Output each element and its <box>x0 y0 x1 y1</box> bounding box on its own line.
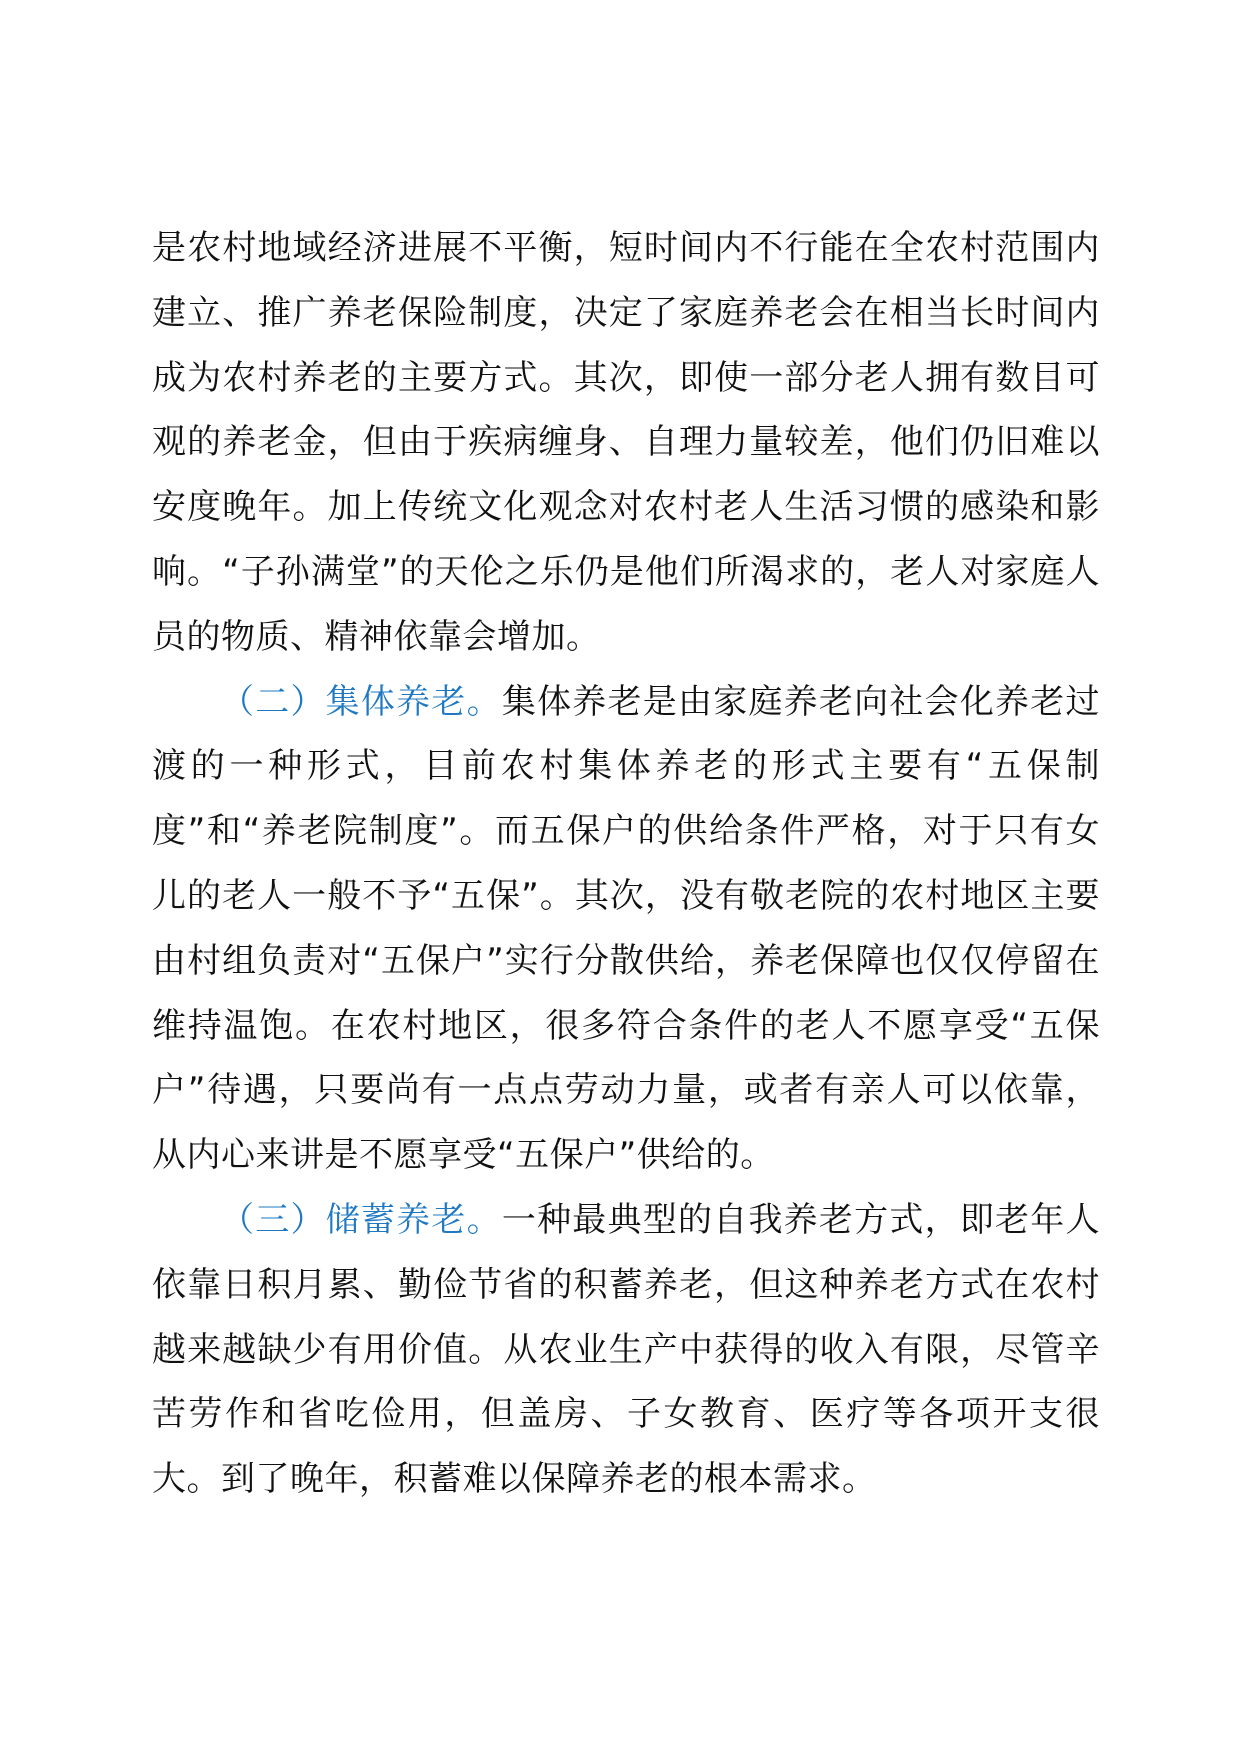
paragraph-collective-care <box>152 670 1100 1188</box>
document-body <box>152 216 1100 1512</box>
section-heading-collective-care: （二）集体养老。 <box>220 681 502 722</box>
section-heading-savings-care: （三）储蓄养老。 <box>220 1199 502 1240</box>
paragraph-text: 一种最典型的自我养老方式，即老年人依靠日积月累、勤俭节省的积蓄养老，但这种养老方式在农村越来越缺少有用价值。从农业生产中获得的收入有限，尽管辛苦劳作和省吃俭用，但盖房、子女教育、医疗等各项开支很大。到了晚年，积蓄难以保障养老的根本需求。 <box>152 1199 1101 1500</box>
paragraph-text: 集体养老是由家庭养老向社会化养老过渡的一种形式，目前农村集体养老的形式主要有“五保制度”和“养老院制度”。而五保户的供给条件严格，对于只有女儿的老人一般不予“五保”。其次，没有敬老院的农村地区主要由村组负责对“五保户”实行分散供给，养老保障也仅仅停留在维持温饱。在农村地区，很多符合条件的老人不愿享受“五保户”待遇，只要尚有一点点劳动力量，或者有亲人可以依靠，从内心来讲是不愿享受“五保户”供给的。 <box>152 681 1101 1176</box>
paragraph-savings-care <box>152 1188 1100 1512</box>
paragraph-family-care <box>152 216 1100 670</box>
paragraph-text: 是农村地域经济进展不平衡，短时间内不行能在全农村范围内建立、推广养老保险制度，决定了家庭养老会在相当长时间内成为农村养老的主要方式。其次，即使一部分老人拥有数目可观的养老金，但由于疾病缠身、自理力量较差，他们仍旧难以安度晚年。加上传统文化观念对农村老人生活习惯的感染和影响。“子孙满堂”的天伦之乐仍是他们所渴求的，老人对家庭人员的物质、精神依靠会增加。 <box>152 228 1100 657</box>
